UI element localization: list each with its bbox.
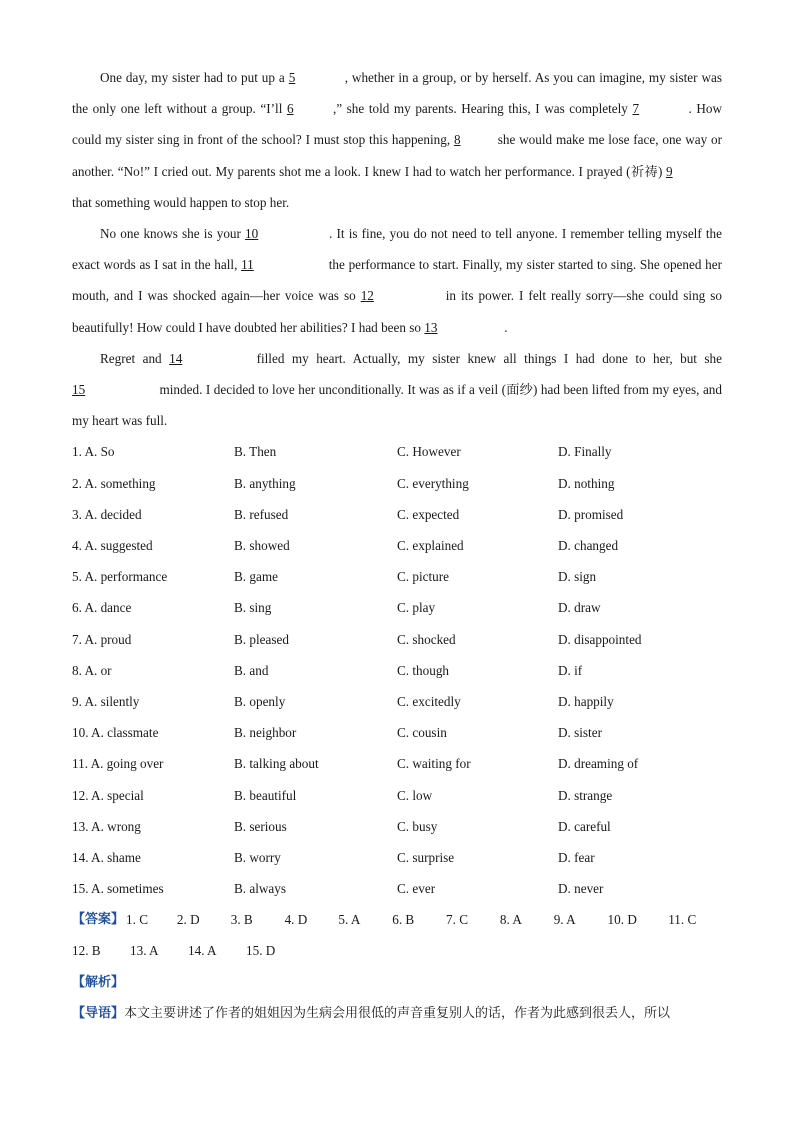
- blank-8: 8: [453, 132, 461, 148]
- answer-item: 12. B: [72, 943, 101, 959]
- blank-11: 11: [241, 257, 254, 273]
- question-row: 6. A. dance B. sing C. play D. draw: [72, 600, 601, 616]
- answer-item: 15. D: [246, 943, 276, 959]
- answer-item: 13. A: [130, 943, 159, 959]
- question-row: 12. A. special B. beautiful C. low D. strange: [72, 787, 613, 803]
- answer-key-row-2: [72, 935, 722, 966]
- question-row: 9. A. silently B. openly C. excitedly D. happily: [72, 693, 614, 709]
- question-options: [72, 436, 722, 904]
- question-row: 13. A. wrong B. serious C. busy D. careful: [72, 818, 611, 834]
- answer-item: 9. A: [553, 912, 576, 928]
- guide-text: 本文主要讲述了作者的姐姐因为生病会用很低的声音重复别人的话，作者为此感到很丢人，所以: [124, 1005, 671, 1021]
- passage-paragraph-3: Regret and 14 filled my heart. Actually, my sister knew all things I had done to her, but she 15 minded. I decided to love her unconditionally. It was as if a veil (面纱) had been lifted from my eyes, and my heart was full.: [72, 343, 722, 437]
- guide-paragraph: [72, 998, 722, 1029]
- answer-item: 8. A: [499, 912, 522, 928]
- analysis-heading: 【解析】: [72, 974, 125, 990]
- answer-item: 4. D: [284, 912, 308, 928]
- answer-item: 5. A: [338, 912, 361, 928]
- question-row: 10. A. classmate B. neighbor C. cousin D. sister: [72, 725, 602, 741]
- blank-15: 15: [72, 382, 86, 398]
- blank-5: 5: [288, 70, 296, 85]
- answer-key-row-1: [72, 904, 722, 935]
- question-row: 15. A. sometimes B. always C. ever D. never: [72, 881, 604, 897]
- question-row: 1. A. So B. Then C. However D. Finally: [72, 444, 612, 460]
- question-row: 4. A. suggested B. showed C. explained D. changed: [72, 538, 619, 553]
- question-row: 5. A. performance B. game C. picture D. sign: [72, 569, 597, 585]
- blank-14: 14: [169, 350, 183, 366]
- document-page: [72, 62, 722, 1029]
- question-row: 8. A. or B. and C. though D. if: [72, 662, 583, 678]
- answer-item: 11. C: [668, 912, 697, 928]
- blank-7: 7: [632, 101, 640, 117]
- answer-item: 7. C: [446, 912, 469, 928]
- question-row: 3. A. decided B. refused C. expected D. promised: [72, 506, 624, 522]
- answer-item: 1. C: [126, 912, 148, 928]
- answer-label: 【答案】: [72, 912, 125, 928]
- blank-12: 12: [360, 288, 374, 304]
- passage-paragraph-1: One day, my sister had to put up a 5 , whether in a group, or by herself. As you can imagine, my sister was the only one left without a group. “I’ll 6 ,” she told my parents. Hearing this, I was completely 7 . How could my sister sing in front of the school? I must stop this happening, 8 she would make me lose face, one way or another. “No!” I cried out. My parents shot me a look. I knew I had to watch her performance. I prayed (祈祷) 9 that something would happen to stop her.: [72, 62, 722, 218]
- blank-10: 10: [245, 226, 259, 242]
- answer-item: 2. D: [176, 912, 200, 928]
- blank-6: 6: [286, 101, 294, 117]
- question-row: 7. A. proud B. pleased C. shocked D. disappointed: [72, 631, 642, 647]
- blank-13: 13: [424, 319, 438, 335]
- blank-9: 9: [666, 163, 673, 179]
- question-row: 11. A. going over B. talking about C. waiting for D. dreaming of: [72, 756, 639, 772]
- answer-item: 6. B: [392, 912, 415, 928]
- guide-label: 【导语】: [72, 1005, 125, 1021]
- answer-item: 3. B: [230, 912, 253, 928]
- answer-item: 10. D: [607, 912, 637, 928]
- question-row: 14. A. shame B. worry C. surprise D. fear: [72, 849, 595, 865]
- question-row: 2. A. something B. anything C. everything D. nothing: [72, 475, 615, 491]
- answer-item: 14. A: [188, 943, 217, 959]
- passage-paragraph-2: No one knows she is your 10 . It is fine, you do not need to tell anyone. I remember telling myself the exact words as I sat in the hall, 11 the performance to start. Finally, my sister started to sing. She opened her mouth, and I was shocked again—her voice was so 12 in its power. I felt really sorry—she could sing so beautifully! How could I have doubted her abilities? I had been so 13 .: [72, 218, 722, 343]
